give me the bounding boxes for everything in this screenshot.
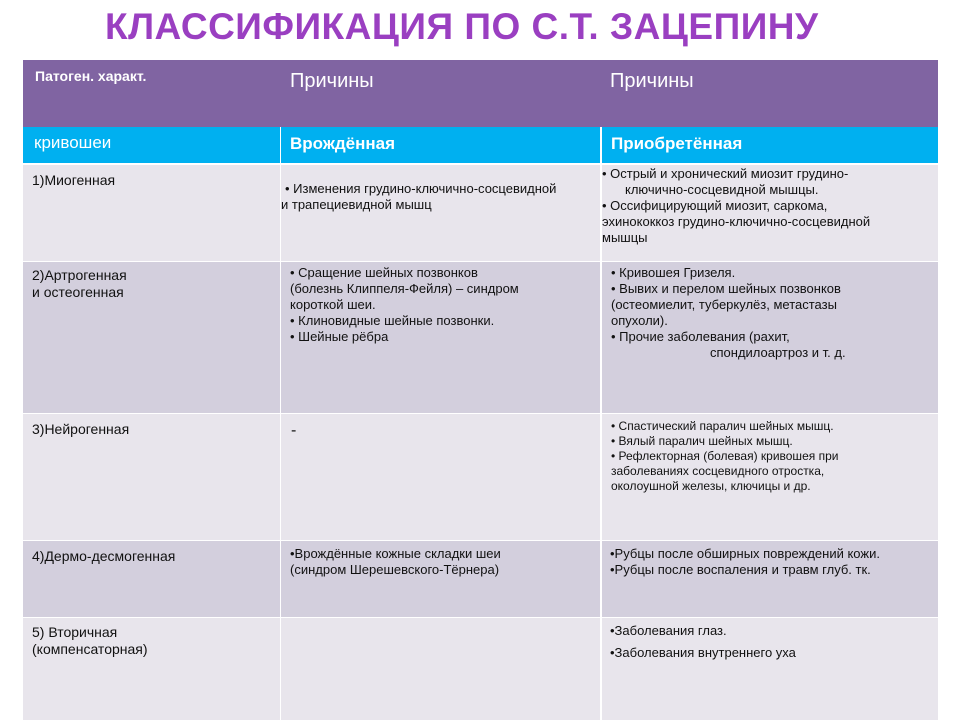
row-2-acquired-line: • Вывих и перелом шейных позвонков xyxy=(611,281,841,296)
header-torticollis-label: кривошеи xyxy=(34,133,112,152)
row-3-label: 3)Нейрогенная xyxy=(32,421,130,437)
row-1-acquired-line: • Острый и хронический миозит грудино- xyxy=(602,166,849,181)
header-congenital-label: Врождённая xyxy=(290,134,396,153)
row-5-label-cell xyxy=(23,618,280,720)
row-5-acquired-line: •Заболевания глаз. xyxy=(610,623,727,638)
row-3-congenital-cell xyxy=(281,414,600,540)
row-1-acquired-cell xyxy=(602,165,938,261)
row-1-acquired-line: ключично-сосцевидной мышцы. xyxy=(625,182,819,197)
row-3-acquired-line: • Вялый паралич шейных мышц. xyxy=(611,434,793,448)
header-torticollis-cell xyxy=(23,127,280,163)
row-1-congenital-cell xyxy=(281,165,600,261)
row-1-congenital-line: • Изменения грудино-ключично-сосцевидной xyxy=(285,181,557,196)
row-3-acquired-line: • Спастический паралич шейных мышц. xyxy=(611,419,834,433)
row-4-congenital-cell xyxy=(281,541,600,617)
row-4-label: 4)Дермо-десмогенная xyxy=(32,548,176,564)
row-3-acquired-line: • Рефлекторная (болевая) кривошея при xyxy=(611,449,839,463)
row-2-congenital-line: • Шейные рёбра xyxy=(290,329,389,344)
row-2-label-line2: и остеогенная xyxy=(32,284,124,300)
header-pathogenesis-label: Патоген. характ. xyxy=(35,68,147,84)
header-pathogenesis-cell xyxy=(23,60,280,127)
row-3-label-cell xyxy=(23,414,280,540)
header-congenital-cell xyxy=(281,127,600,163)
row-2-congenital-line: • Клиновидные шейные позвонки. xyxy=(290,313,495,328)
row-2-acquired-line: • Прочие заболевания (рахит, xyxy=(611,329,790,344)
row-1-acquired-line: • Оссифицирующий миозит, саркома, xyxy=(602,198,828,213)
header-causes-label-2: Причины xyxy=(610,70,694,92)
row-2-acquired-line: • Кривошея Гризеля. xyxy=(611,265,736,280)
row-1-congenital-line: и трапециевидной мышц xyxy=(281,197,432,212)
page-title: КЛАССИФИКАЦИЯ ПО С.Т. ЗАЦЕПИНУ xyxy=(105,6,819,47)
row-3-acquired-cell xyxy=(602,414,938,540)
row-2-acquired-line: опухоли). xyxy=(611,313,668,328)
row-4-congenital-line: (синдром Шерешевского-Тёрнера) xyxy=(290,562,500,577)
row-2-congenital-line: короткой шеи. xyxy=(290,297,376,312)
row-2-acquired-line: (остеомиелит, туберкулёз, метастазы xyxy=(611,297,837,312)
row-3-congenital-dash: - xyxy=(291,422,297,439)
row-1-acquired-line: мышцы xyxy=(602,230,648,245)
header-causes-label-1: Причины xyxy=(290,70,374,92)
row-3-acquired-line: околоушной железы, ключицы и др. xyxy=(611,479,811,493)
row-1-label: 1)Миогенная xyxy=(32,172,116,188)
row-5-acquired-line: •Заболевания внутреннего уха xyxy=(610,645,796,660)
row-3-acquired-line: заболеваниях сосцевидного отростка, xyxy=(611,464,825,478)
row-4-label-cell xyxy=(23,541,280,617)
row-1-acquired-line: эхинококкоз грудино-ключично-сосцевидной xyxy=(602,214,871,229)
row-5-label-line1: 5) Вторичная xyxy=(32,624,118,640)
row-2-congenital-line: (болезнь Клиппеля-Фейля) – синдром xyxy=(290,281,519,296)
row-2-label-line1: 2)Артрогенная xyxy=(32,267,127,283)
row-2-congenital-line: • Сращение шейных позвонков xyxy=(290,265,478,280)
row-4-acquired-line: •Рубцы после воспаления и травм глуб. тк. xyxy=(610,562,871,577)
row-5-acquired-cell xyxy=(602,618,938,720)
row-2-congenital-cell xyxy=(281,262,600,413)
row-4-congenital-line: •Врождённые кожные складки шеи xyxy=(290,546,501,561)
row-2-acquired-line: спондилоартроз и т. д. xyxy=(710,345,846,360)
row-1-label-cell xyxy=(23,165,280,261)
row-4-acquired-line: •Рубцы после обширных повреждений кожи. xyxy=(610,546,880,561)
row-4-acquired-cell xyxy=(602,541,938,617)
header-acquired-label: Приобретённая xyxy=(611,134,743,153)
row-5-congenital-cell xyxy=(281,618,600,720)
row-5-label-line2: (компенсаторная) xyxy=(32,641,148,657)
row-2-acquired-cell xyxy=(602,262,938,413)
header-causes-cell xyxy=(280,60,938,127)
row-2-label-cell xyxy=(23,262,280,413)
header-acquired-cell xyxy=(602,127,938,163)
